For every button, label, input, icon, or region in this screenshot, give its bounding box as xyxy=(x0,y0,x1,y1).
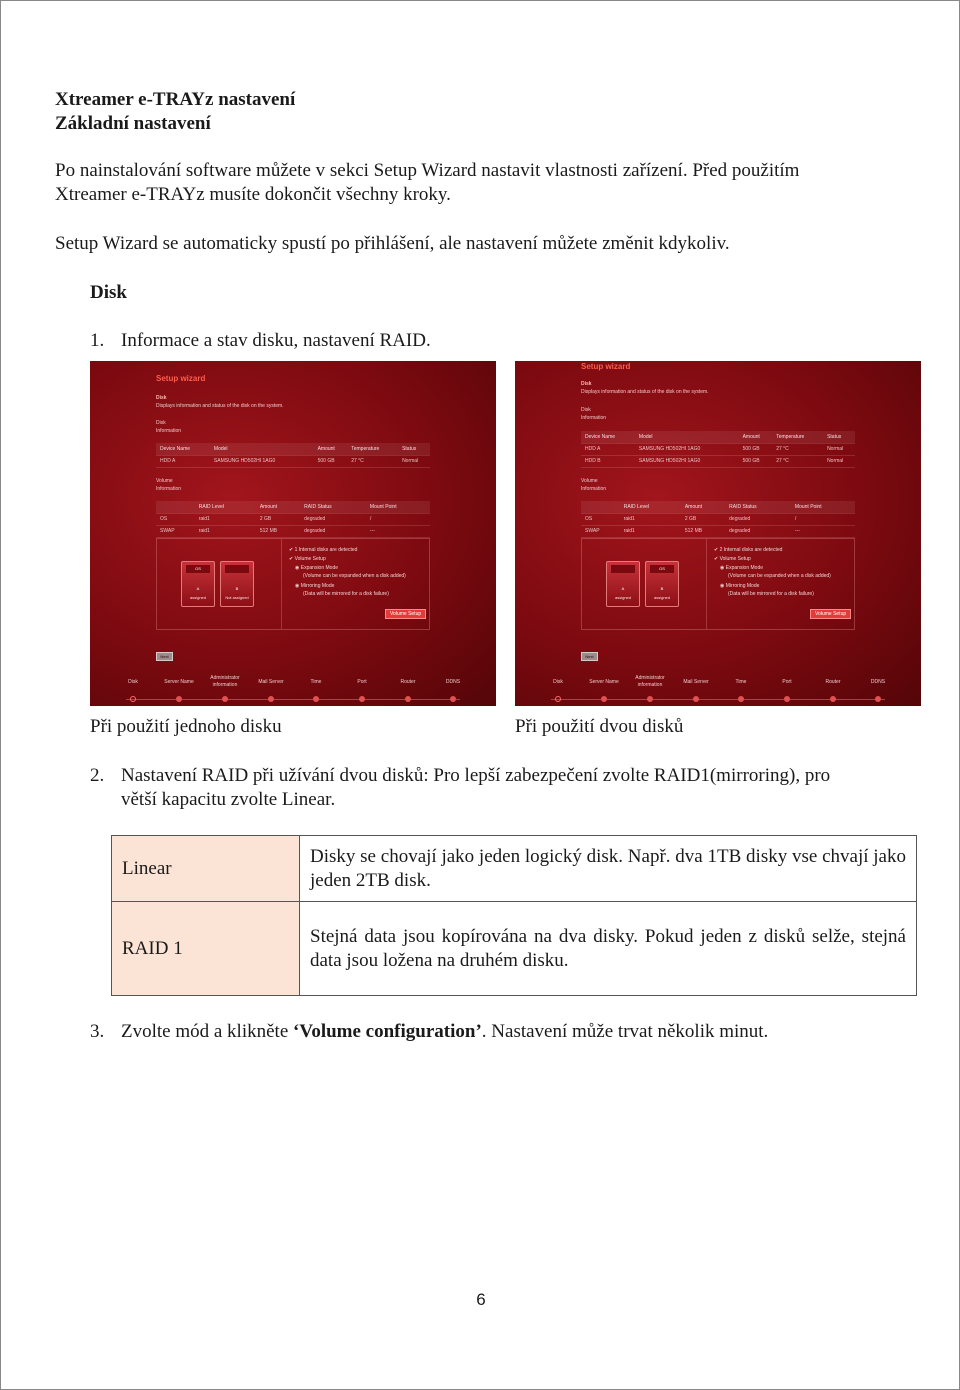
disk-a-icon[interactable]: A assigned xyxy=(606,561,640,607)
step-port[interactable]: Port xyxy=(357,679,367,685)
volume-info-label: Volume Information xyxy=(156,478,182,492)
volume-table: RAID Level Amount RAID Status Mount Point OS raid1 2 GB degraded / SWAP raid1 512 MB degraded --- xyxy=(156,501,430,538)
table-row: SWAP raid1 512 MB degraded --- xyxy=(156,525,430,537)
raid-mode-table xyxy=(111,835,917,996)
wizard-section-disk: Disk xyxy=(581,381,592,387)
wizard-description: Displays information and status of the disk on the system. xyxy=(156,403,284,409)
wizard-steps xyxy=(515,669,921,706)
volume-setup-box xyxy=(581,538,855,630)
table-row xyxy=(112,836,917,902)
wizard-title: Setup wizard xyxy=(581,362,631,371)
step-ddns[interactable]: DDNS xyxy=(445,679,461,685)
step-disk[interactable]: Disk xyxy=(128,679,138,685)
wizard-title: Setup wizard xyxy=(156,374,206,383)
volume-table: RAID Level Amount RAID Status Mount Point OS raid1 2 GB degraded / SWAP raid1 512 MB degraded --- xyxy=(581,501,855,538)
screenshot-two-disks xyxy=(515,361,921,706)
section-title-disk: Disk xyxy=(90,282,127,303)
screenshot-single-disk xyxy=(90,361,496,706)
raid-mode-raid1: RAID 1 xyxy=(112,902,300,996)
caption-single-disk: Při použití jednoho disku xyxy=(90,716,282,737)
step-dot-current xyxy=(555,696,561,702)
raid-mode-linear: Linear xyxy=(112,836,300,902)
disk-info-label: Disk Information xyxy=(581,407,607,421)
intro-paragraph-line-2: Xtreamer e-TRAYz musíte dokončit všechny kroky. xyxy=(55,184,451,205)
volume-setup-label: ✔ Volume Setup xyxy=(289,556,326,562)
mirroring-mode-radio[interactable]: ◉ Mirroring Mode xyxy=(720,583,760,589)
disks-detected-text: ✔ 2 Internal disks are detected xyxy=(714,547,783,553)
mirroring-mode-radio[interactable]: ◉ Mirroring Mode xyxy=(295,583,335,589)
step-router[interactable]: Router xyxy=(825,679,841,685)
disk-info-label: Disk Information xyxy=(156,420,182,434)
step-time[interactable]: Time xyxy=(310,679,322,685)
step-2-number: 2. xyxy=(90,765,105,786)
intro-paragraph-2: Setup Wizard se automaticky spustí po přihlášení, ale nastavení můžete změnit kdykoliv. xyxy=(55,233,730,254)
doc-subtitle: Základní nastavení xyxy=(55,113,211,134)
wizard-section-disk: Disk xyxy=(156,395,167,401)
expansion-mode-radio[interactable]: ◉ Expansion Mode xyxy=(720,565,764,571)
step-1-number: 1. xyxy=(90,330,105,351)
volume-setup-label: ✔ Volume Setup xyxy=(714,556,751,562)
step-1-text: Informace a stav disku, nastavení RAID. xyxy=(121,330,431,351)
wizard-description: Displays information and status of the disk on the system. xyxy=(581,389,709,395)
step-server-name[interactable]: Server Name xyxy=(589,679,619,685)
mirroring-mode-note: (Data will be mirrored for a disk failure) xyxy=(728,591,814,597)
table-row: OS raid1 2 GB degraded / xyxy=(581,513,855,525)
step-port[interactable]: Port xyxy=(782,679,792,685)
raid-mode-raid1-desc: Stejná data jsou kopírována na dva disky. Pokud jeden z disků selže, stejná data jsou ložena na druhém disku. xyxy=(300,902,917,996)
step-router[interactable]: Router xyxy=(400,679,416,685)
raid-mode-linear-desc: Disky se chovají jako jeden logický disk. Např. dva 1TB disky vse chvají jako jeden 2TB disk. xyxy=(300,836,917,902)
step-ddns[interactable]: DDNS xyxy=(870,679,886,685)
step-2-text-line-2: větší kapacitu zvolte Linear. xyxy=(121,789,336,810)
disk-b-icon[interactable]: OS B assigned xyxy=(645,561,679,607)
step-mail-server[interactable]: Mail Server xyxy=(683,679,709,685)
step-server-name[interactable]: Server Name xyxy=(164,679,194,685)
step-3-text: Zvolte mód a klikněte ‘Volume configuration’. Nastavení může trvat několik minut. xyxy=(121,1021,769,1042)
step-dot-current xyxy=(130,696,136,702)
mirroring-mode-note: (Data will be mirrored for a disk failure) xyxy=(303,591,389,597)
intro-paragraph-line-1: Po nainstalování software můžete v sekci Setup Wizard nastavit vlastnosti zařízení. Před použitím xyxy=(55,160,800,181)
page-number: 6 xyxy=(476,1290,486,1309)
step-disk[interactable]: Disk xyxy=(553,679,563,685)
caption-two-disks: Při použití dvou disků xyxy=(515,716,684,737)
expansion-mode-note: (Volume can be expanded when a disk added) xyxy=(728,573,831,579)
disk-b-icon[interactable]: B Not assigned xyxy=(220,561,254,607)
volume-configuration-emphasis: ‘Volume configuration’ xyxy=(293,1021,482,1042)
disks-detected-text: ✔ 1 Internal disks are detected xyxy=(289,547,358,553)
disk-a-icon[interactable]: OS A assigned xyxy=(181,561,215,607)
step-time[interactable]: Time xyxy=(735,679,747,685)
table-row: SWAP raid1 512 MB degraded --- xyxy=(581,525,855,537)
wizard-steps xyxy=(90,669,496,706)
volume-setup-box xyxy=(156,538,430,630)
expansion-mode-radio[interactable]: ◉ Expansion Mode xyxy=(295,565,339,571)
table-row: HDD B SAMSUNG HD502HI 1AG0 500 GB 27 °C Normal xyxy=(581,455,855,467)
step-mail-server[interactable]: Mail Server xyxy=(258,679,284,685)
table-row: HDD A SAMSUNG HD502HI 1AG0 500 GB 27 °C Normal xyxy=(581,443,855,455)
table-row: HDD A SAMSUNG HD502HI 1AG0 500 GB 27 °C Normal xyxy=(156,455,430,467)
doc-title: Xtreamer e-TRAYz nastavení xyxy=(55,89,296,110)
step-2-text-line-1: Nastavení RAID při užívání dvou disků: Pro lepší zabezpečení zvolte RAID1(mirroring), pro xyxy=(121,765,831,786)
step-administrator[interactable]: Administrator information xyxy=(210,675,240,688)
volume-info-label: Volume Information xyxy=(581,478,607,492)
next-button[interactable]: Next xyxy=(156,652,173,661)
disk-table: Device Name Model Amount Temperature Status HDD A SAMSUNG HD502HI 1AG0 500 GB 27 °C Normal HDD B SAMSUNG HD502HI 1AG0 500 GB 27 °C Normal xyxy=(581,431,855,468)
table-row xyxy=(112,902,917,996)
expansion-mode-note: (Volume can be expanded when a disk added) xyxy=(303,573,406,579)
volume-setup-button[interactable]: Volume Setup xyxy=(810,609,851,619)
table-row: OS raid1 2 GB degraded / xyxy=(156,513,430,525)
step-3-number: 3. xyxy=(90,1021,105,1042)
disk-table: Device Name Model Amount Temperature Status HDD A SAMSUNG HD502HI 1AG0 500 GB 27 °C Normal xyxy=(156,443,430,468)
next-button[interactable]: Next xyxy=(581,652,598,661)
step-administrator[interactable]: Administrator information xyxy=(635,675,665,688)
volume-setup-button[interactable]: Volume Setup xyxy=(385,609,426,619)
